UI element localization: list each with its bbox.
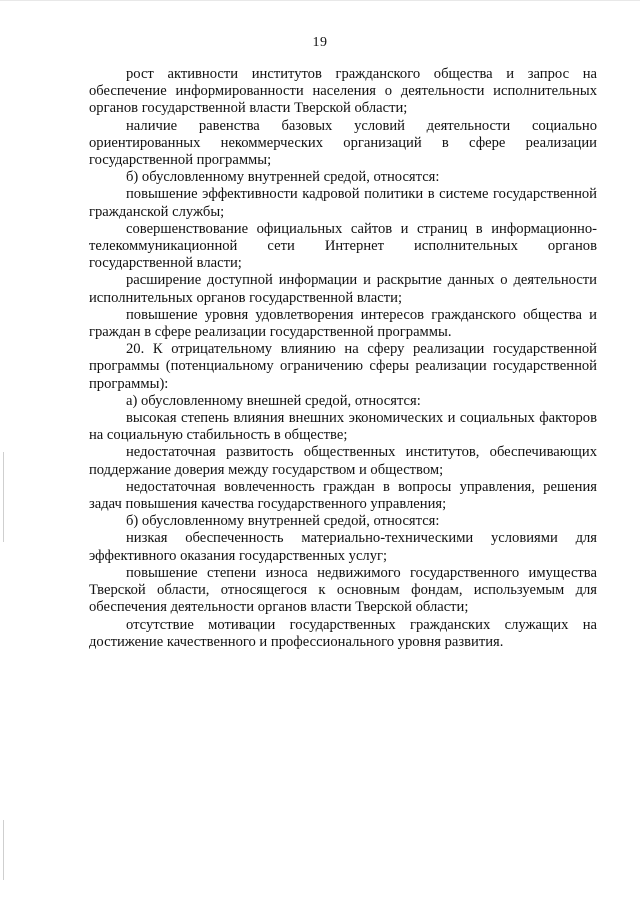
scan-top-edge (0, 0, 640, 1)
paragraph: наличие равенства базовых условий деятельности социально ориентированных некоммерческих организаций в сфере реализации государственной программы; (89, 117, 597, 169)
paragraph: низкая обеспеченность материально-техническими условиями для эффективного оказания государственных услуг; (89, 530, 597, 564)
paragraph: расширение доступной информации и раскрытие данных о деятельности исполнительных органов государственной власти; (89, 272, 597, 306)
paragraph: б) обусловленному внутренней средой, относятся: (126, 169, 440, 186)
paragraph: высокая степень влияния внешних экономических и социальных факторов на социальную стабильность в обществе; (89, 410, 597, 444)
paragraph: повышение степени износа недвижимого государственного имущества Тверской области, относящегося к основным фондам, используемым для обеспечения деятельности органов власти Тверской области; (89, 564, 597, 616)
paragraph: повышение эффективности кадровой политики в системе государственной гражданской службы; (89, 186, 597, 220)
paragraph: отсутствие мотивации государственных гражданских служащих на достижение качественного и профессионального уровня развития. (89, 616, 597, 650)
paragraph: рост активности институтов гражданского общества и запрос на обеспечение информированности населения о деятельности исполнительных органов государственной власти Тверской области; (89, 66, 597, 117)
paragraph: недостаточная вовлеченность граждан в вопросы управления, решения задач повышения качества государственного управления; (89, 478, 597, 513)
page-number: 19 (312, 35, 328, 50)
paragraph: недостаточная развитость общественных институтов, обеспечивающих поддержание доверия между государством и обществом; (89, 444, 597, 478)
document-body (89, 66, 597, 651)
paragraph: а) обусловленному внешней средой, относятся: (126, 392, 421, 409)
scan-left-edge-mark (3, 452, 4, 542)
paragraph: совершенствование официальных сайтов и страниц в информационно-телекоммуникационной сети Интернет исполнительных органов государственной власти; (89, 220, 597, 272)
paragraph: б) обусловленному внутренней средой, относятся: (126, 513, 440, 530)
paragraph: повышение уровня удовлетворения интересов гражданского общества и граждан в сфере реализации государственной программы. (89, 306, 597, 341)
scan-left-edge-mark (3, 820, 4, 880)
paragraph: 20. К отрицательному влиянию на сферу реализации государственной программы (потенциальному ограничению сферы реализации государственной программы): (89, 341, 597, 392)
